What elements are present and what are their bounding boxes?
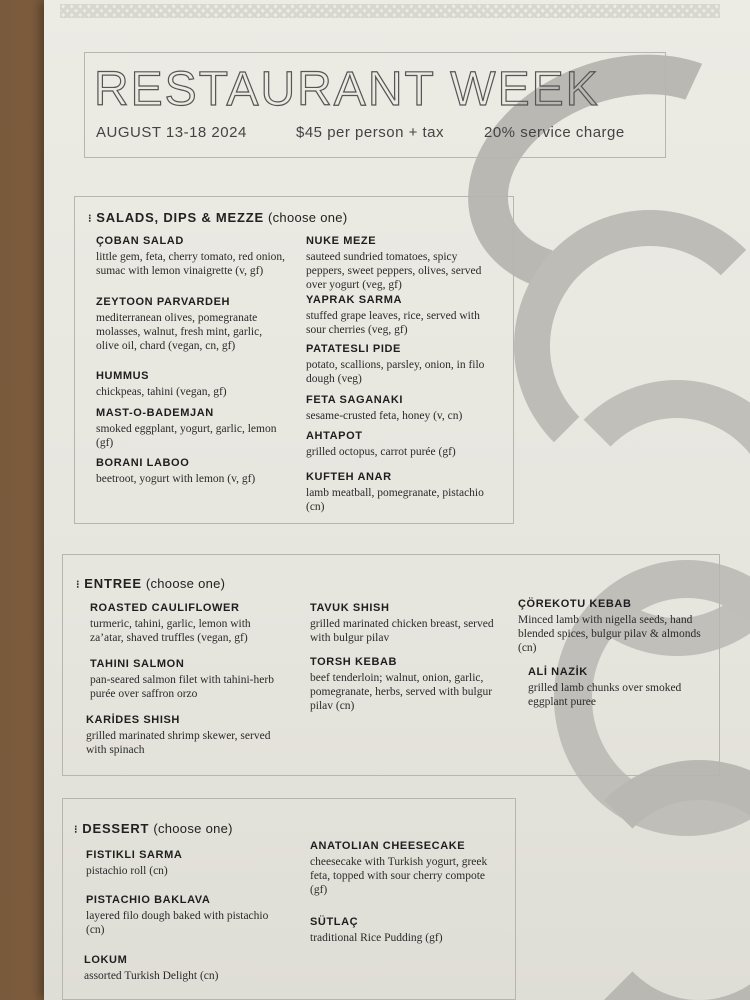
menu-item-description: smoked eggplant, yogurt, garlic, lemon (gf) [96,423,277,449]
dessert-section-title [74,821,233,836]
section-bullet-icon: ⁝ [76,579,81,591]
menu-item-name: TAHINI SALMON [90,658,185,670]
menu-item-description: cheesecake with Turkish yogurt, greek feta, topped with sour cherry compote (gf) [310,856,488,896]
menu-item [96,292,286,353]
menu-item [518,594,708,655]
menu-item-name: FETA SAGANAKI [306,394,404,406]
section-bullet-icon: ⁝ [74,824,79,836]
menu-item-description: lamb meatball, pomegranate, pistachio (cn) [306,487,484,513]
section-choose-note: (choose one) [267,210,348,225]
menu-item-name: TAVUK SHISH [310,602,390,614]
menu-item [306,467,496,514]
menu-item-name: ÇOBAN SALAD [96,235,184,247]
menu-item-description: grilled marinated shrimp skewer, served with spinach [86,730,271,756]
menu-item-name: SÜTLAÇ [310,916,359,928]
menu-item [96,366,286,399]
menu-item [96,231,286,278]
section-bullet-icon: ⁝ [88,213,93,225]
menu-item-description: potato, scallions, parsley, onion, in filo dough (veg) [306,359,485,385]
menu-item-name: ZEYTOON PARVARDEH [96,296,231,308]
menu-item-description: grilled lamb chunks over smoked eggplant puree [528,682,682,708]
menu-paper [44,0,750,1000]
menu-item [306,390,496,423]
menu-item-name: PATATESLI PIDE [306,343,401,355]
menu-title: RESTAURANT WEEK [94,63,600,116]
menu-item-name: BORANI LABOO [96,457,190,469]
menu-item-name: AHTAPOT [306,430,363,442]
menu-item-description: sauteed sundried tomatoes, spicy peppers, sweet peppers, olives, served over yogurt (veg, gf) [306,251,482,291]
menu-item-description: grilled marinated chicken breast, served with bulgur pilav [310,618,494,644]
entree-section-title [76,576,225,591]
menu-item-name: HUMMUS [96,370,150,382]
section-choose-note: (choose one) [153,821,233,836]
decorative-logo-stroke [564,760,750,1000]
salads-section-title [88,210,347,225]
section-title-text: SALADS, DIPS & MEZZE [96,210,264,225]
menu-item [310,598,500,645]
menu-item [306,426,496,459]
menu-item [310,912,500,945]
menu-item [90,598,280,645]
menu-item-name: ÇÖREKOTU KEBAB [518,598,632,610]
menu-item-description: assorted Turkish Delight (cn) [84,970,219,982]
menu-item-description: Minced lamb with nigella seeds, hand blended spices, bulgur pilav & almonds (cn) [518,614,701,654]
menu-item-name: ANATOLIAN CHEESECAKE [310,840,466,852]
event-dates: AUGUST 13-18 2024 [96,124,247,141]
menu-item-name: TORSH KEBAB [310,656,398,668]
decorative-logo-stroke [514,210,750,482]
service-charge-text: 20% service charge [484,124,625,141]
menu-item [86,890,276,937]
menu-item-description: grilled octopus, carrot purée (gf) [306,446,456,458]
menu-item [96,403,286,450]
menu-item-description: beetroot, yogurt with lemon (v, gf) [96,473,256,485]
menu-item [86,710,276,757]
menu-item-name: KUFTEH ANAR [306,471,392,483]
menu-item-name: NUKE MEZE [306,235,377,247]
menu-item [306,339,496,386]
menu-item-description: pan-seared salmon filet with tahini-herb purée over saffron orzo [90,674,274,700]
menu-item [528,662,718,709]
menu-item [306,290,496,337]
menu-item-name: PISTACHIO BAKLAVA [86,894,211,906]
menu-item-name: MAST-O-BADEMJAN [96,407,214,419]
menu-item-description: sesame-crusted feta, honey (v, cn) [306,410,463,422]
menu-item-name: YAPRAK SARMA [306,294,403,306]
price-text: $45 per person + tax [296,124,445,141]
menu-item-description: little gem, feta, cherry tomato, red onion, sumac with lemon vinaigrette (v, gf) [96,251,286,277]
section-title-text: ENTREE [84,576,142,591]
menu-item [90,654,280,701]
menu-item-description: mediterranean olives, pomegranate molasses, walnut, fresh mint, garlic, olive oil, chard (vegan, cn, gf) [96,312,263,352]
menu-item-name: FISTIKLI SARMA [86,849,183,861]
menu-item-name: ALİ NAZİK [528,666,588,678]
menu-item-name: ROASTED CAULIFLOWER [90,602,240,614]
menu-item-description: stuffed grape leaves, rice, served with sour cherries (veg, gf) [306,310,480,336]
menu-item [310,652,500,713]
menu-item [84,950,274,983]
decorative-pattern-strip [60,4,720,18]
section-choose-note: (choose one) [145,576,226,591]
menu-item-description: traditional Rice Pudding (gf) [310,932,443,944]
section-title-text: DESSERT [82,821,150,836]
menu-item-description: layered filo dough baked with pistachio (cn) [86,910,269,936]
menu-item-name: KARİDES SHISH [86,714,180,726]
menu-item-description: pistachio roll (cn) [86,865,168,877]
menu-item-description: beef tenderloin; walnut, onion, garlic, pomegranate, herbs, served with bulgur pilav (cn) [310,672,493,712]
menu-item-name: LOKUM [84,954,128,966]
menu-item [310,836,500,897]
menu-item [96,453,286,486]
menu-item-description: turmeric, tahini, garlic, lemon with za’atar, shaved truffles (vegan, gf) [90,618,251,644]
menu-item-description: chickpeas, tahini (vegan, gf) [96,386,227,398]
menu-item [306,231,496,292]
menu-item [86,845,276,878]
